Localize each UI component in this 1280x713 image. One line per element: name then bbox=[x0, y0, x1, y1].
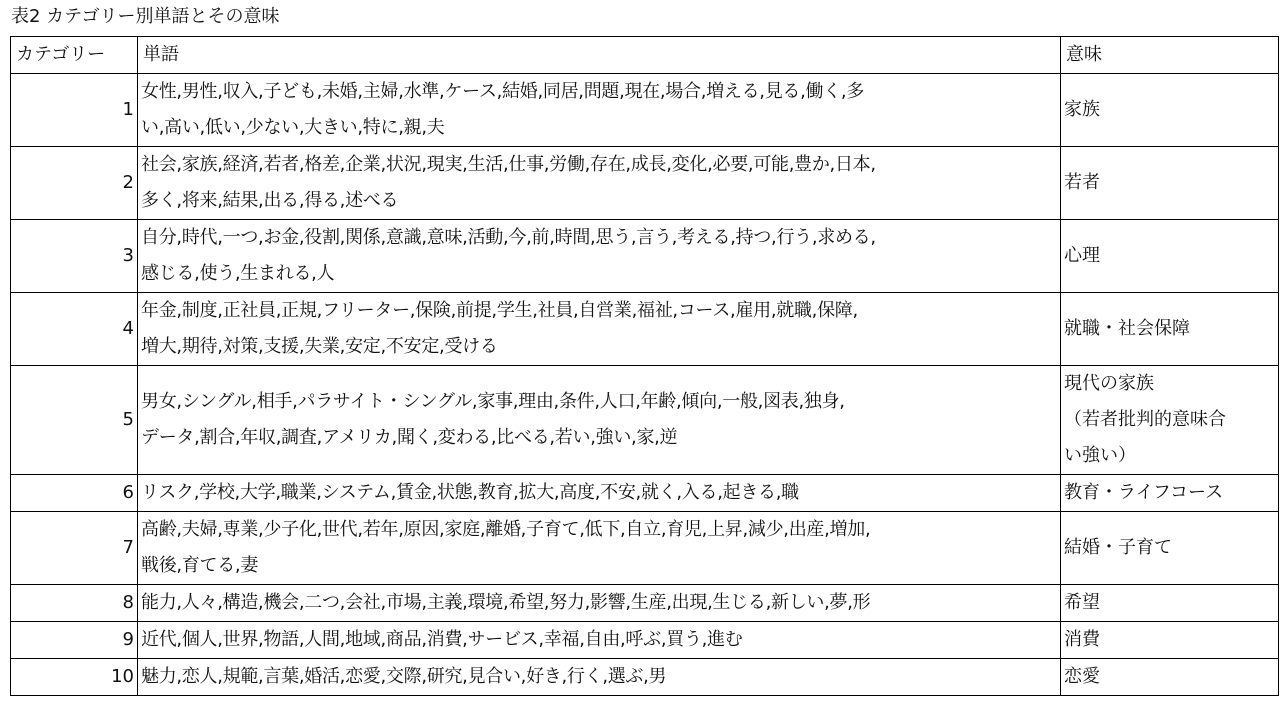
category-words bbox=[138, 659, 1061, 696]
table-row bbox=[11, 585, 1279, 622]
meaning-line: 若者 bbox=[1064, 172, 1100, 193]
words-line: 自分,時代,一つ,お金,役割,関係,意識,意味,活動,今,前,時間,思う,言う,考える,持つ,行う,求める, bbox=[141, 227, 876, 248]
category-meaning bbox=[1061, 512, 1279, 585]
category-meaning bbox=[1061, 622, 1279, 659]
words-line: 女性,男性,収入,子ども,未婚,主婦,水準,ケース,結婚,同居,問題,現在,場合,増える,見る,働く,多 bbox=[141, 81, 865, 102]
category-words-table bbox=[10, 36, 1279, 696]
category-number: 2 bbox=[11, 147, 138, 220]
category-number: 1 bbox=[11, 74, 138, 147]
category-meaning bbox=[1061, 220, 1279, 293]
table-row bbox=[11, 512, 1279, 585]
meaning-line: 教育・ライフコース bbox=[1064, 482, 1224, 503]
category-meaning bbox=[1061, 147, 1279, 220]
words-line: 増大,期待,対策,支援,失業,安定,不安定,受ける bbox=[141, 336, 498, 357]
meaning-line: 希望 bbox=[1064, 592, 1100, 613]
meaning-line: 家族 bbox=[1064, 99, 1100, 120]
words-line: データ,割合,年収,調査,アメリカ,聞く,変わる,比べる,若い,強い,家,逆 bbox=[141, 427, 678, 448]
table-row bbox=[11, 622, 1279, 659]
category-words bbox=[138, 475, 1061, 512]
meaning-line: 消費 bbox=[1064, 629, 1100, 650]
category-number: 6 bbox=[11, 475, 138, 512]
words-line: 男女,シングル,相手,パラサイト・シングル,家事,理由,条件,人口,年齢,傾向,一般,図表,独身, bbox=[141, 391, 845, 412]
table-row bbox=[11, 220, 1279, 293]
category-meaning bbox=[1061, 585, 1279, 622]
category-words bbox=[138, 74, 1061, 147]
category-number: 8 bbox=[11, 585, 138, 622]
words-line: 能力,人々,構造,機会,二つ,会社,市場,主義,環境,希望,努力,影響,生産,出現,生じる,新しい,夢,形 bbox=[141, 592, 871, 613]
table-row bbox=[11, 659, 1279, 696]
category-number: 4 bbox=[11, 293, 138, 366]
category-number: 9 bbox=[11, 622, 138, 659]
table-body bbox=[11, 74, 1279, 696]
category-words bbox=[138, 147, 1061, 220]
words-line: 年金,制度,正社員,正規,フリーター,保険,前提,学生,社員,自営業,福祉,コース,雇用,就職,保障, bbox=[141, 300, 858, 321]
table-row bbox=[11, 475, 1279, 512]
words-line: 社会,家族,経済,若者,格差,企業,状況,現実,生活,仕事,労働,存在,成長,変化,必要,可能,豊か,日本, bbox=[141, 154, 876, 175]
meaning-line: 恋愛 bbox=[1064, 666, 1100, 687]
table-row bbox=[11, 293, 1279, 366]
meaning-line: 結婚・子育て bbox=[1064, 537, 1172, 558]
meaning-line: 現代の家族 bbox=[1064, 373, 1154, 394]
header-words: 単語 bbox=[138, 37, 1061, 74]
category-words bbox=[138, 366, 1061, 475]
words-line: 高齢,夫婦,専業,少子化,世代,若年,原因,家庭,離婚,子育て,低下,自立,育児,上昇,減少,出産,増加, bbox=[141, 519, 871, 540]
category-number: 5 bbox=[11, 366, 138, 475]
category-words bbox=[138, 622, 1061, 659]
table-row bbox=[11, 74, 1279, 147]
table-row bbox=[11, 366, 1279, 475]
table-row bbox=[11, 147, 1279, 220]
category-words bbox=[138, 220, 1061, 293]
category-words bbox=[138, 293, 1061, 366]
category-meaning bbox=[1061, 475, 1279, 512]
category-meaning bbox=[1061, 74, 1279, 147]
category-meaning bbox=[1061, 366, 1279, 475]
meaning-line: （若者批判的意味合 bbox=[1064, 409, 1226, 430]
header-category: カテゴリー bbox=[11, 37, 138, 74]
words-line: 感じる,使う,生まれる,人 bbox=[141, 263, 335, 284]
words-line: い,高い,低い,少ない,大きい,特に,親,夫 bbox=[141, 117, 445, 138]
category-number: 7 bbox=[11, 512, 138, 585]
words-line: 戦後,育てる,妻 bbox=[141, 555, 259, 576]
meaning-line: 就職・社会保障 bbox=[1064, 318, 1190, 339]
table-caption: 表2 カテゴリー別単語とその意味 bbox=[11, 6, 280, 27]
category-number: 10 bbox=[11, 659, 138, 696]
meaning-line: い強い） bbox=[1064, 445, 1136, 466]
category-words bbox=[138, 512, 1061, 585]
category-meaning bbox=[1061, 293, 1279, 366]
category-words bbox=[138, 585, 1061, 622]
category-meaning bbox=[1061, 659, 1279, 696]
header-meaning: 意味 bbox=[1061, 37, 1279, 74]
table-header-row bbox=[11, 37, 1279, 74]
category-number: 3 bbox=[11, 220, 138, 293]
words-line: 魅力,恋人,規範,言葉,婚活,恋愛,交際,研究,見合い,好き,行く,選ぶ,男 bbox=[141, 666, 667, 687]
meaning-line: 心理 bbox=[1064, 245, 1100, 266]
words-line: 多く,将来,結果,出る,得る,述べる bbox=[141, 190, 399, 211]
words-line: リスク,学校,大学,職業,システム,賃金,状態,教育,拡大,高度,不安,就く,入る,起きる,職 bbox=[141, 482, 799, 503]
words-line: 近代,個人,世界,物語,人間,地域,商品,消費,サービス,幸福,自由,呼ぶ,買う,進む bbox=[141, 629, 743, 650]
